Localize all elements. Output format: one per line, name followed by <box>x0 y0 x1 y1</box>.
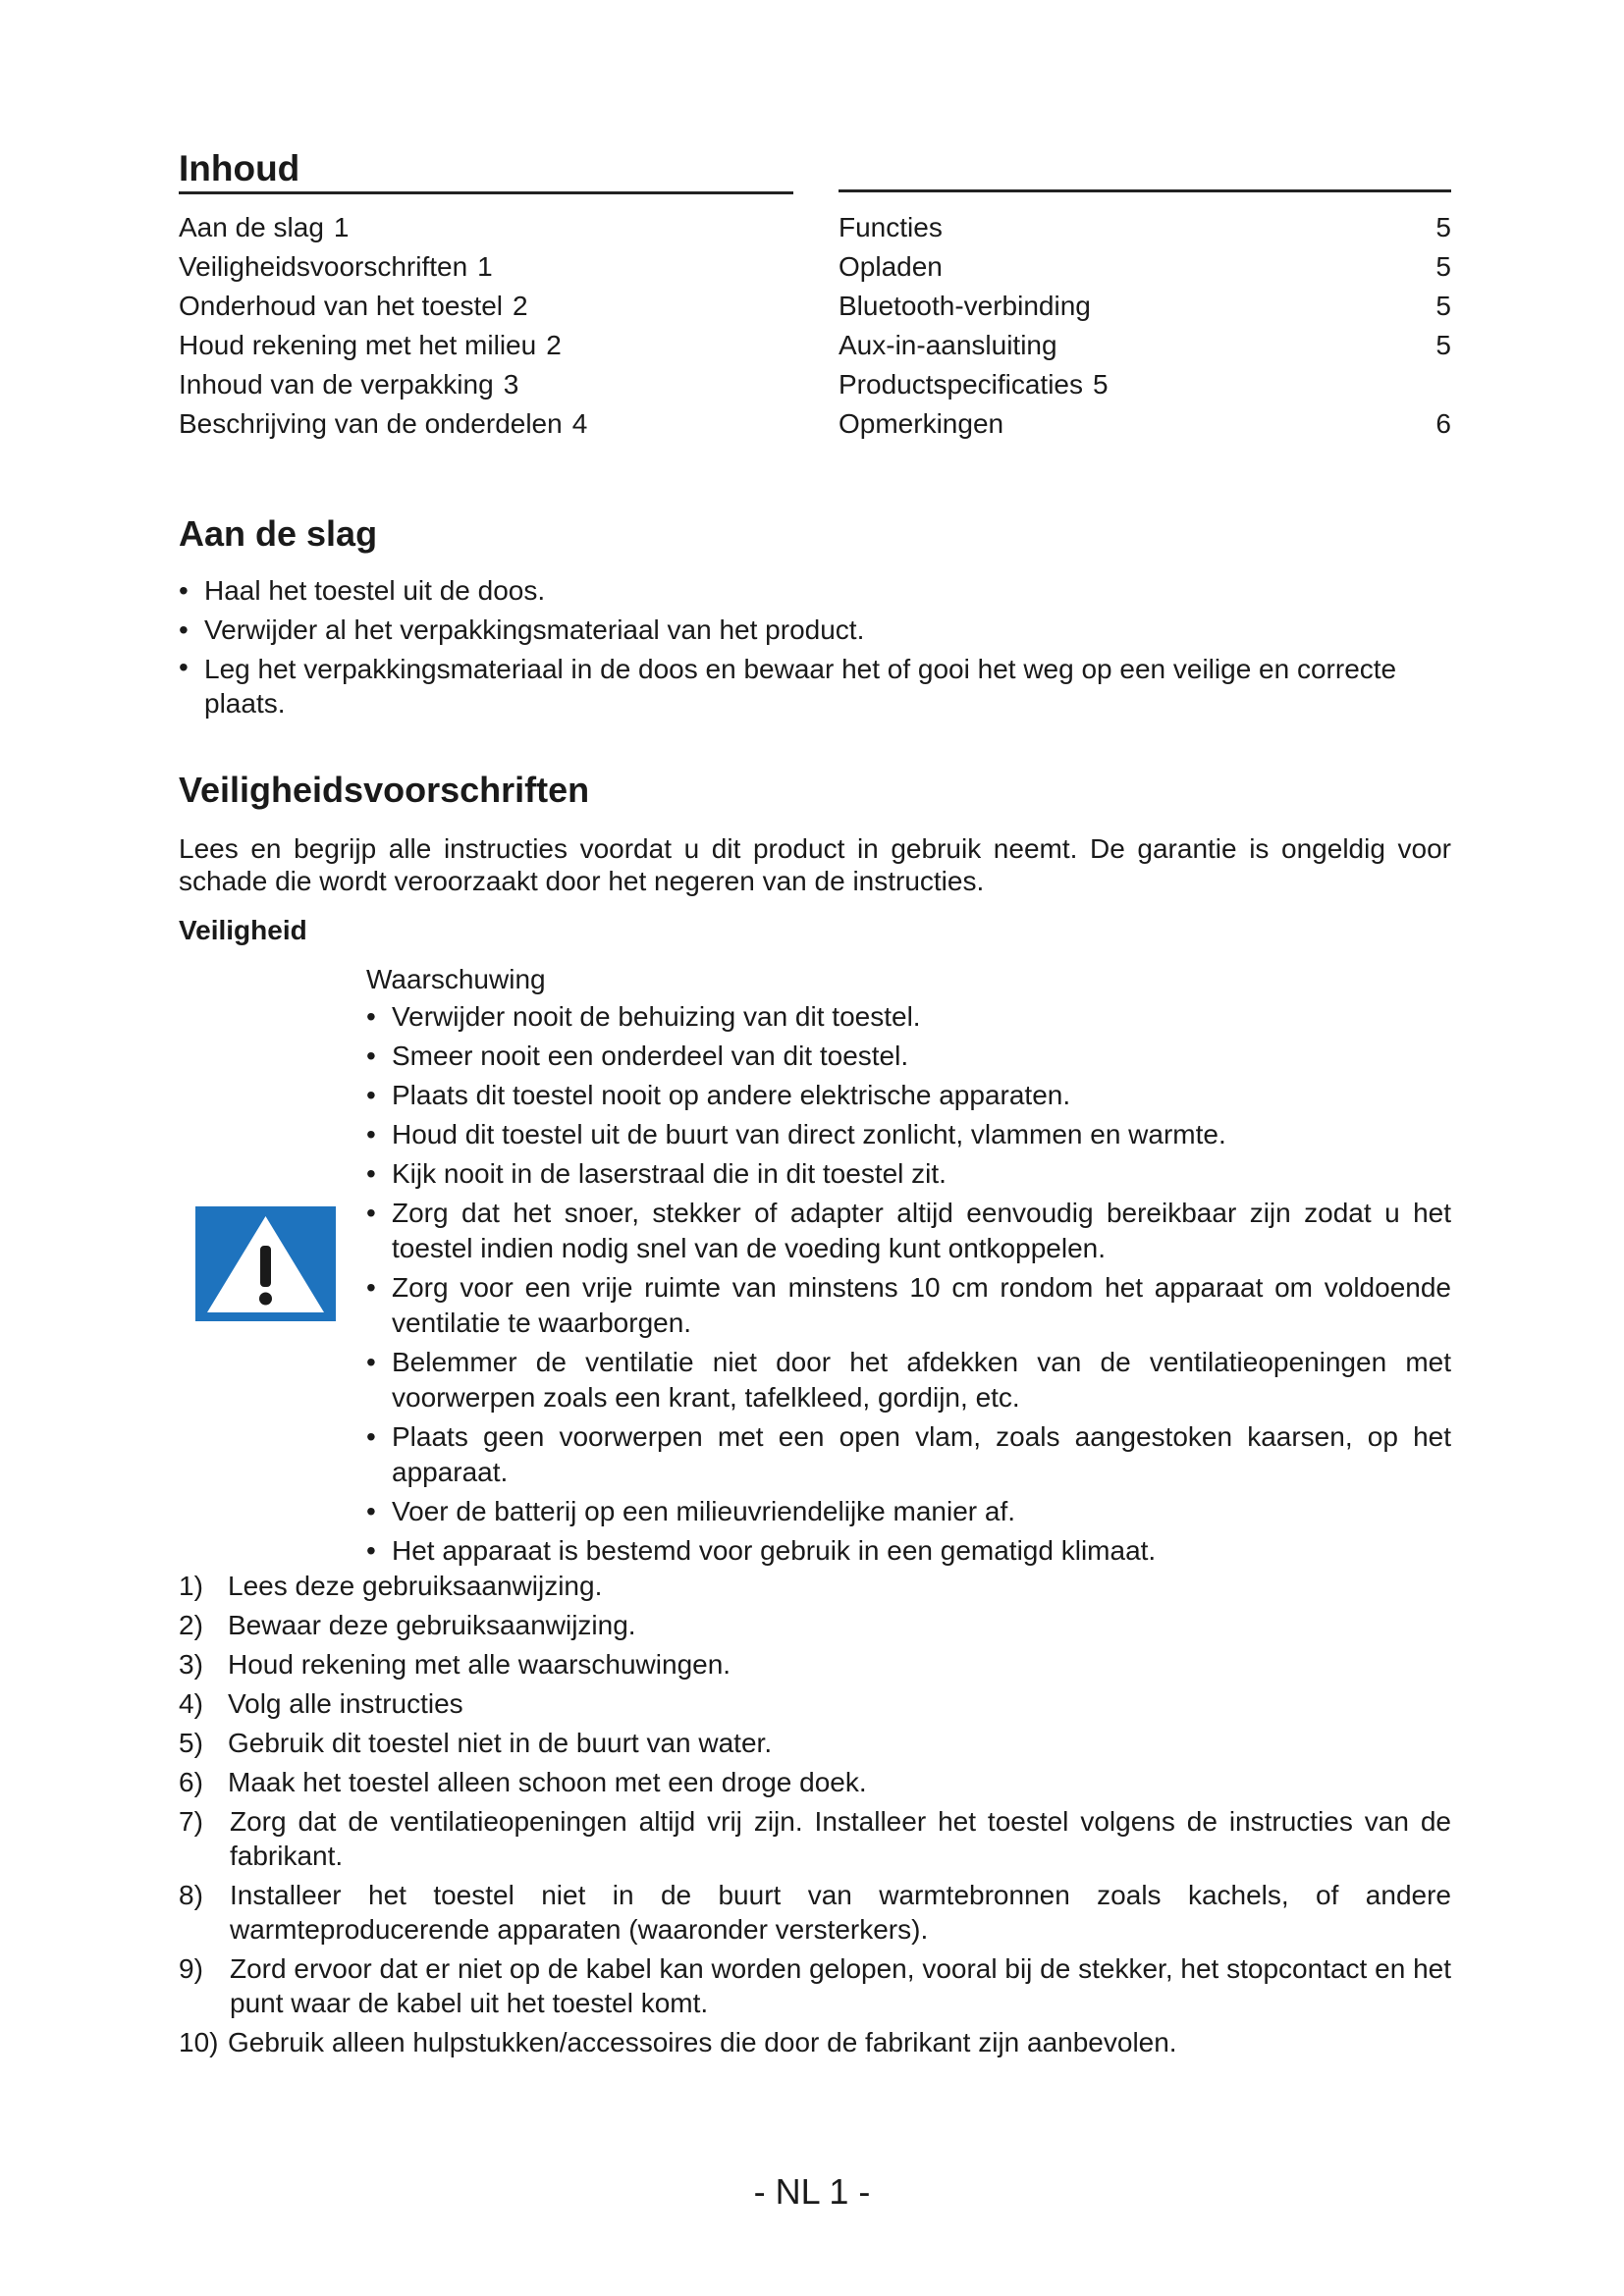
instruction-text: Lees deze gebruiksaanwijzing. <box>228 1571 603 1601</box>
instruction-text: Bewaar deze gebruiksaanwijzing. <box>228 1610 636 1640</box>
instruction-text: Houd rekening met alle waarschuwingen. <box>228 1649 731 1680</box>
warning-list <box>366 999 1451 1573</box>
instruction-item <box>179 1608 1451 1642</box>
page-number: - NL 1 - <box>753 2171 871 2212</box>
toc-entry <box>839 365 1451 404</box>
instruction-item <box>179 1726 1451 1760</box>
toc-divider <box>839 189 1451 192</box>
instruction-item <box>179 1569 1451 1603</box>
list-item: • Verwijder al het verpakkingsmateriaal van het product. <box>179 611 1451 650</box>
instruction-number: 1) <box>179 1571 203 1601</box>
toc-entry <box>179 247 807 287</box>
instruction-text: Zord ervoor dat er niet op de kabel kan worden gelopen, vooral bij de stekker, het stopcontact en het punt waar de kabel uit het toestel komt. <box>230 1953 1451 2018</box>
instruction-number: 10) <box>179 2027 219 2057</box>
warning-item: • Houd dit toestel uit de buurt van direct zonlicht, vlammen en warmte. <box>366 1117 1451 1152</box>
instruction-item <box>179 1686 1451 1721</box>
list-item: • Haal het toestel uit de doos. <box>179 571 1451 611</box>
toc-entry <box>839 208 1451 247</box>
instruction-item <box>179 1804 1451 1873</box>
instruction-item <box>179 1951 1451 2020</box>
safety-heading: Veiligheidsvoorschriften <box>179 770 590 810</box>
toc-entry-page: 1 <box>477 251 493 282</box>
toc-entry-page: 5 <box>1093 369 1109 400</box>
instruction-text: Zorg dat de ventilatieopeningen altijd vrij zijn. Installeer het toestel volgens de instructies van de fabrikant. <box>230 1806 1451 1871</box>
warning-item: • Kijk nooit in de laserstraal die in dit toestel zit. <box>366 1156 1451 1192</box>
warning-triangle-icon <box>195 1206 336 1321</box>
toc-entry-page: 5 <box>1435 251 1451 282</box>
toc-left-column <box>179 208 807 444</box>
toc-entry-label: Bluetooth-verbinding <box>839 291 1091 321</box>
instruction-text: Gebruik alleen hulpstukken/accessoires die door de fabrikant zijn aanbevolen. <box>228 2027 1177 2057</box>
toc-entry-page: 4 <box>571 408 588 439</box>
warning-item: • Zorg dat het snoer, stekker of adapter altijd eenvoudig bereikbaar zijn zodat u het toestel indien nodig snel van de voeding kunt ontkoppelen. <box>366 1196 1451 1266</box>
instruction-item <box>179 1765 1451 1799</box>
instruction-number: 5) <box>179 1728 203 1758</box>
instruction-item <box>179 2025 1451 2059</box>
toc-entry <box>839 287 1451 326</box>
toc-entry <box>179 287 807 326</box>
instruction-number: 2) <box>179 1610 203 1640</box>
toc-entry <box>179 326 807 365</box>
warning-item: • Plaats dit toestel nooit op andere elektrische apparaten. <box>366 1078 1451 1113</box>
instruction-list <box>179 1569 1451 2064</box>
toc-entry <box>179 208 807 247</box>
toc-entry <box>839 247 1451 287</box>
instruction-text: Maak het toestel alleen schoon met een droge doek. <box>228 1767 867 1797</box>
toc-entry-label: Houd rekening met het milieu <box>179 330 537 360</box>
toc-entry-page: 3 <box>503 369 519 400</box>
instruction-number: 4) <box>179 1688 203 1719</box>
warning-item: • Belemmer de ventilatie niet door het afdekken van de ventilatieopeningen met voorwerpen zoals een krant, tafelkleed, gordijn, etc. <box>366 1345 1451 1415</box>
list-item: • Leg het verpakkingsmateriaal in de doos en bewaar het of gooi het weg op een veilige en correcte plaats. <box>179 650 1451 721</box>
toc-entry-page: 5 <box>1435 212 1451 242</box>
toc-entry-page: 5 <box>1435 291 1451 321</box>
toc-entry-label: Opmerkingen <box>839 408 1004 439</box>
instruction-number: 6) <box>179 1767 203 1797</box>
toc-entry-page: 6 <box>1435 408 1451 439</box>
toc-entry <box>839 326 1451 365</box>
toc-entry-label: Beschrijving van de onderdelen <box>179 408 563 439</box>
toc-entry-label: Onderhoud van het toestel <box>179 291 504 321</box>
toc-entry-page: 5 <box>1435 330 1451 360</box>
instruction-number: 9) <box>179 1953 203 1984</box>
instruction-number: 3) <box>179 1649 203 1680</box>
warning-item: • Zorg voor een vrije ruimte van minstens 10 cm rondom het apparaat om voldoende ventilatie te waarborgen. <box>366 1270 1451 1341</box>
instruction-item <box>179 1647 1451 1682</box>
warning-item: • Het apparaat is bestemd voor gebruik in een gematigd klimaat. <box>366 1533 1451 1569</box>
instruction-text: Volg alle instructies <box>228 1688 463 1719</box>
toc-entry <box>839 404 1451 444</box>
toc-entry <box>179 404 807 444</box>
toc-entry-label: Productspecificaties <box>839 369 1084 400</box>
safety-intro: Lees en begrijp alle instructies voordat u dit product in gebruik neemt. De garantie is ongeldig voor schade die wordt veroorzaakt door het negeren van de instructies. <box>179 833 1451 896</box>
toc-entry-page: 2 <box>513 291 528 321</box>
instruction-text: Gebruik dit toestel niet in de buurt van water. <box>228 1728 773 1758</box>
toc-entry <box>179 365 807 404</box>
toc-entry-label: Opladen <box>839 251 943 282</box>
instruction-number: 7) <box>179 1806 203 1837</box>
warning-item: • Smeer nooit een onderdeel van dit toestel. <box>366 1039 1451 1074</box>
toc-entry-label: Aan de slag <box>179 212 324 242</box>
instruction-text: Installeer het toestel niet in de buurt van warmtebronnen zoals kachels, of andere warmteproducerende apparaten (waaronder versterkers). <box>230 1880 1451 1945</box>
toc-entry-label: Inhoud van de verpakking <box>179 369 494 400</box>
getting-started-heading: Aan de slag <box>179 513 378 554</box>
toc-entry-page: 1 <box>333 212 350 242</box>
toc-entry-label: Functies <box>839 212 943 242</box>
toc-entry-label: Aux-in-aansluiting <box>839 330 1057 360</box>
toc-right-column <box>839 208 1451 444</box>
warning-item: • Plaats geen voorwerpen met een open vlam, zoals aangestoken kaarsen, op het apparaat. <box>366 1419 1451 1490</box>
warning-item: • Voer de batterij op een milieuvriendelijke manier af. <box>366 1494 1451 1529</box>
instruction-number: 8) <box>179 1880 203 1910</box>
toc-title: Inhoud <box>179 147 793 194</box>
toc-entry-page: 2 <box>546 330 562 360</box>
toc-entry-label: Veiligheidsvoorschriften <box>179 251 468 282</box>
warning-label: Waarschuwing <box>366 964 546 994</box>
instruction-item <box>179 1878 1451 1947</box>
getting-started-list <box>179 571 1451 721</box>
safety-subheading: Veiligheid <box>179 915 307 945</box>
warning-item: • Verwijder nooit de behuizing van dit toestel. <box>366 999 1451 1035</box>
